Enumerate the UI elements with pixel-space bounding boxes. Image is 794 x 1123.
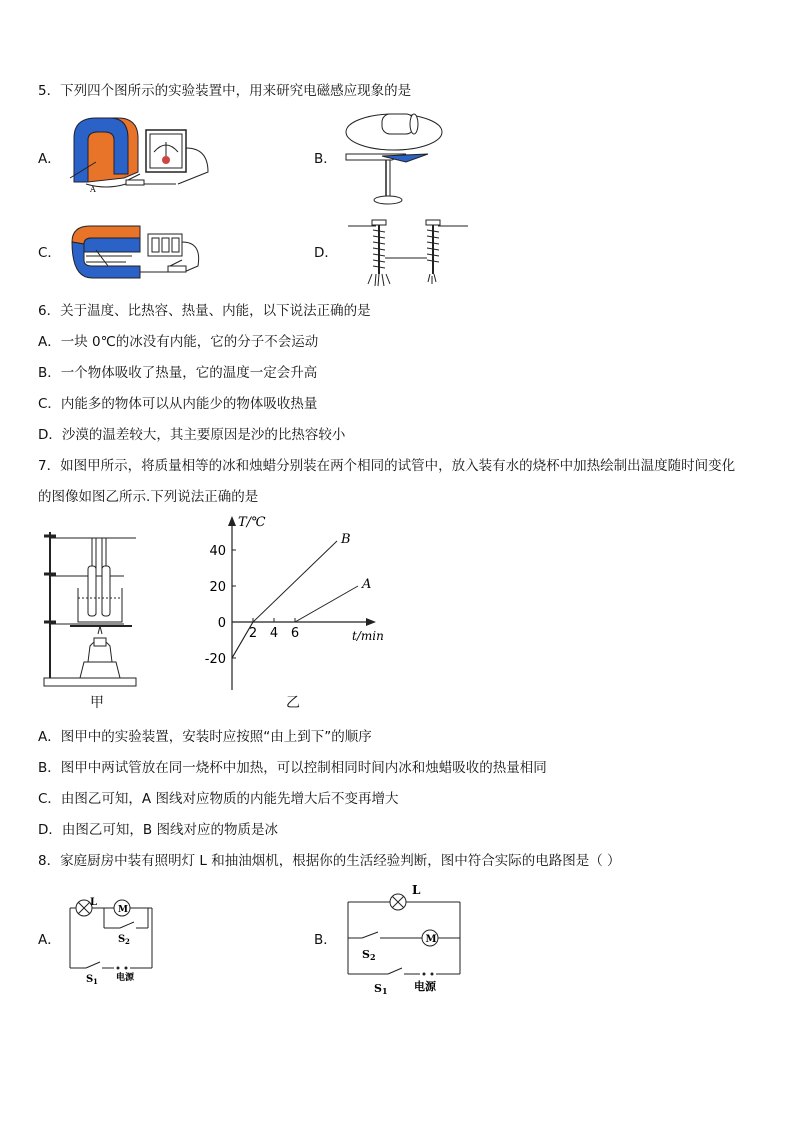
x-axis-arrow xyxy=(366,618,376,626)
q6-stem: 6．关于温度、比热容、热量、内能，以下说法正确的是 xyxy=(38,303,371,319)
q7-figure-jia-caption: 甲 xyxy=(90,695,104,711)
y-tick-label: 40 xyxy=(209,544,226,559)
q6-option-d: D．沙漠的温差较大，其主要原因是沙的比热容较小 xyxy=(38,427,346,443)
q8-option-a-label: A． xyxy=(38,932,61,948)
y-tick-label: 20 xyxy=(209,580,226,595)
q8a-label-s2: S xyxy=(118,934,126,945)
q5-figure-a xyxy=(66,112,226,196)
q8a-label-m: M xyxy=(118,905,128,915)
y-axis-label: T/℃ xyxy=(238,515,266,530)
q8-circuit-a xyxy=(62,892,162,984)
q8-circuit-b xyxy=(340,880,470,998)
q8a-label-l: L xyxy=(90,897,98,908)
chart-root xyxy=(205,515,384,690)
svg-text:A: A xyxy=(90,185,96,194)
q8a-label-s1: S xyxy=(86,974,94,984)
q8b-label-s2: S xyxy=(362,948,370,961)
q5-figure-d xyxy=(342,214,472,288)
q8b-label-s1: S xyxy=(374,982,382,995)
q8-stem: 8．家庭厨房中装有照明灯 L 和抽油烟机，根据你的生活经验判断，图中符合实际的电路图是（ ） xyxy=(38,853,621,869)
q7-option-a: A．图甲中的实验装置，安装时应按照“由上到下”的顺序 xyxy=(38,729,372,745)
series-label-B: B xyxy=(341,532,351,547)
q5-stem: 5．下列四个图所示的实验装置中，用来研究电磁感应现象的是 xyxy=(38,83,412,99)
series-line-B xyxy=(232,541,337,658)
q7-option-b: B．图甲中两试管放在同一烧杯中加热，可以控制相同时间内冰和烛蜡吸收的热量相同 xyxy=(38,760,547,776)
q8b-label-m: M xyxy=(425,934,437,945)
q8b-label-s1-sub: 1 xyxy=(382,986,388,996)
q5-option-c-label: C． xyxy=(38,245,61,261)
q8b-label-power: 电源 xyxy=(414,980,436,993)
q6-option-a: A．一块 0℃的冰没有内能，它的分子不会运动 xyxy=(38,334,319,350)
q7-figure-jia-apparatus xyxy=(40,528,140,690)
y-axis-arrow xyxy=(228,516,236,526)
q5-figure-c xyxy=(66,222,206,284)
x-tick-label: 4 xyxy=(269,626,279,641)
x-tick-label: 6 xyxy=(290,626,300,641)
q8a-label-power: 电源 xyxy=(116,973,135,983)
y-tick-label: -20 xyxy=(204,652,226,667)
q8-option-b-label: B． xyxy=(314,932,337,948)
q5-option-b-label: B． xyxy=(314,151,337,167)
q7-option-c: C．由图乙可知，A 图线对应物质的内能先增大后不变再增大 xyxy=(38,791,399,807)
q8b-label-l: L xyxy=(412,883,421,897)
q8a-label-s2-sub: 2 xyxy=(125,937,130,946)
q5-option-d-label: D． xyxy=(314,245,338,261)
q8b-label-s2-sub: 2 xyxy=(370,952,376,962)
q7-option-d: D．由图乙可知，B 图线对应的物质是冰 xyxy=(38,822,278,838)
q5-figure-b xyxy=(342,108,452,208)
series-label-A: A xyxy=(362,577,372,592)
q7-stem-line1: 7．如图甲所示，将质量相等的冰和烛蜡分别装在两个相同的试管中，放入装有水的烧杯中加热绘制出温度随时间变化 xyxy=(38,458,736,474)
x-tick-label: 2 xyxy=(248,626,258,641)
q8a-label-s1-sub: 1 xyxy=(93,977,98,984)
x-axis-label: t/min xyxy=(352,629,384,643)
q6-option-c: C．内能多的物体可以从内能少的物体吸收热量 xyxy=(38,396,318,412)
q7-figure-yi-chart xyxy=(196,508,396,704)
q7-figure-yi-caption: 乙 xyxy=(286,695,300,711)
q5-option-a-label: A． xyxy=(38,151,61,167)
q6-option-b: B．一个物体吸收了热量，它的温度一定会升高 xyxy=(38,365,318,381)
q7-stem-line2: 的图像如图乙所示.下列说法正确的是 xyxy=(38,489,259,505)
y-tick-label: 0 xyxy=(217,616,226,631)
